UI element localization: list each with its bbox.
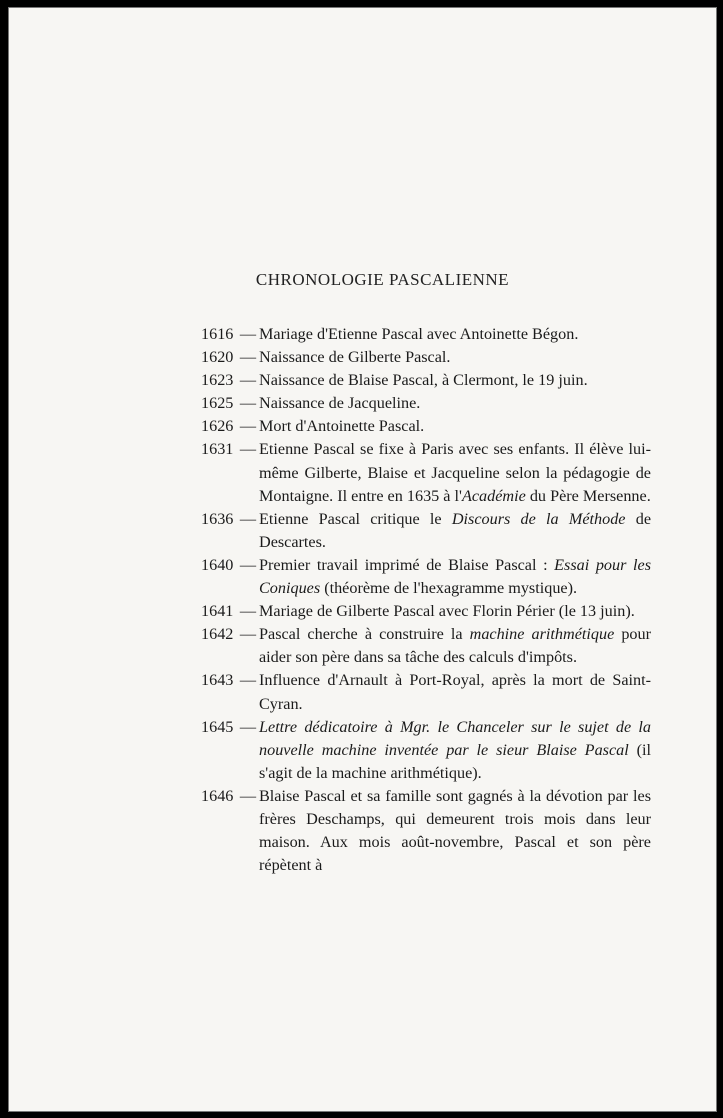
italic-title: machine arithmétique [469,625,615,644]
entry-year: 1623 [201,371,234,390]
entry-text: Naissance de Blaise Pascal, à Clermont, le 19 juin. [259,371,588,390]
entry-dash: — [239,417,257,436]
entry-year: 1646 [201,786,234,805]
chronology-list [201,323,651,877]
entry-text: Influence d'Arnault à Port-Royal, après la mort de Saint-Cyran. [259,671,651,713]
chronology-entry [201,346,651,369]
entry-dash: — [239,371,257,390]
entry-dash: — [239,717,257,736]
italic-title: Essai pour les Coniques [259,555,651,598]
text-fragment: (il s'agit de la machine arithmétique). [259,740,652,782]
entry-text: Mariage d'Etienne Pascal avec Antoinette Bégon. [259,325,579,343]
entry-dash: — [239,671,257,690]
chronology-entry [201,369,651,392]
entry-dash: — [239,602,257,621]
entry-dash: — [239,394,257,413]
entry-dash: — [239,440,257,459]
chronology-entry [201,600,651,623]
text-fragment: Etienne Pascal se fixe à Paris avec ses enfants. Il élève lui-même Gilberte, Blaise et Jacqueline selon la pédagogie de Montaigne. Il entre en 1635 à l' [259,440,651,505]
chronology-entry [201,623,651,669]
text-fragment: de Descartes. [259,509,652,551]
entry-year: 1640 [201,555,234,574]
entry-text: Naissance de Gilberte Pascal. [259,348,451,367]
italic-title: Lettre dédicatoire à Mgr. le Chanceler sur le sujet de la nouvelle machine inventée par le sieur Blaise Pascal [259,717,651,759]
entry-text: Mariage de Gilberte Pascal avec Florin Périer (le 13 juin). [259,602,635,621]
text-fragment: Etienne Pascal critique le [259,509,452,528]
entry-text [259,623,651,669]
chronology-entry [201,438,651,507]
page-title: CHRONOLOGIE PASCALIENNE [255,270,510,289]
entry-year: 1616 [201,325,234,343]
entry-dash: — [239,325,257,343]
entry-text [259,508,651,554]
entry-text: Blaise Pascal et sa famille sont gagnés à la dévotion par les frères Deschamps, qui demeurent trois mois dans leur maison. Aux mois août-novembre, Pascal et son père répètent à [259,786,651,875]
entry-text [259,438,651,507]
text-fragment: du Père Mersenne. [525,486,651,505]
entry-dash: — [239,786,257,805]
entry-text: Naissance de Jacqueline. [259,394,421,413]
entry-year: 1625 [201,394,234,413]
entry-dash: — [239,625,257,644]
entry-dash: — [239,509,257,528]
text-fragment: Premier travail imprimé de Blaise Pascal : [259,555,555,574]
entry-year: 1645 [201,717,234,736]
entry-year: 1636 [201,509,234,528]
chronology-entry [201,716,651,785]
entry-year: 1620 [201,348,234,367]
entry-dash: — [239,348,257,367]
entry-text [259,554,651,600]
chronology-entry [201,323,651,346]
italic-title: Académie [461,486,526,505]
italic-title: Discours de la Méthode [451,509,626,528]
chronology-entry [201,392,651,415]
chronology-entry [201,508,651,554]
book-page [8,7,717,1112]
chronology-entry [201,785,651,877]
entry-year: 1626 [201,417,234,436]
entry-year: 1631 [201,440,234,459]
entry-year: 1641 [201,602,234,621]
entry-dash: — [239,555,257,574]
text-fragment: Pascal cherche à construire la [259,625,470,644]
chronology-entry [201,415,651,438]
entry-year: 1643 [201,671,234,690]
chronology-entry [201,669,651,715]
entry-text [259,716,651,785]
chronology-entry [201,554,651,600]
entry-year: 1642 [201,625,234,644]
text-fragment: pour aider son père dans sa tâche des calculs d'impôts. [259,625,652,667]
entry-text: Mort d'Antoinette Pascal. [259,417,425,436]
text-fragment: (théorème de l'hexagramme mystique). [320,579,578,598]
